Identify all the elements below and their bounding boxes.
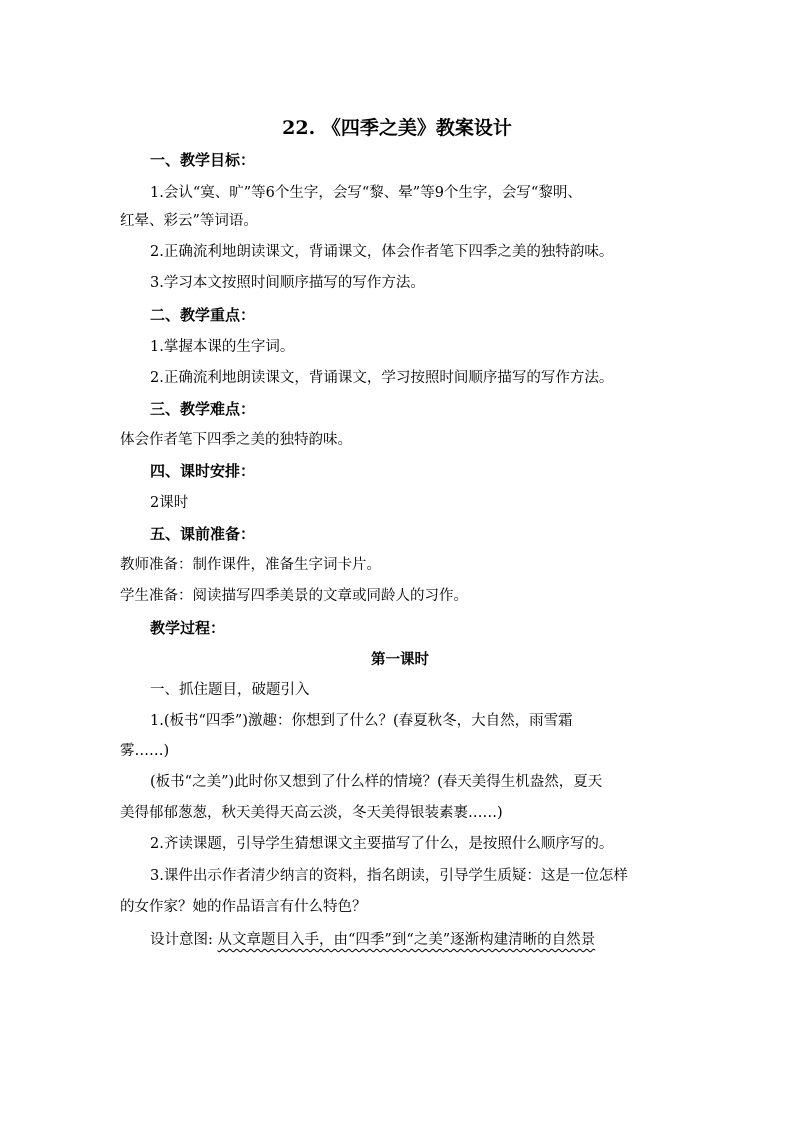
preparation-student: 学生准备：阅读描写四季美景的文章或同龄人的习作。 [120, 588, 468, 604]
design-intent-text: 从文章题目入手，由“四季”到“之美”逐渐构建清晰的自然景 [217, 932, 596, 948]
section-heading-preparation: 五、课前准备： [150, 525, 256, 543]
preparation-teacher: 教师准备：制作课件，准备生字词卡片。 [120, 557, 381, 573]
lesson1-line-2: 雾……) [120, 743, 170, 759]
process-heading: 教学过程： [150, 619, 226, 637]
schedule-1: 2课时 [150, 495, 189, 511]
document-title: 22. 《四季之美》教案设计 [282, 117, 512, 139]
objective-1: 1.会认“寞、旷”等6个生字，会写“黎、晕”等9个生字，会写“黎明、 [150, 185, 582, 201]
lesson1-subheading: 一、抓住题目，破题引入 [150, 682, 310, 698]
lesson1-heading: 第一课时 [371, 651, 429, 668]
key-point-1: 1.掌握本课的生字词。 [150, 339, 295, 355]
difficulty-1: 体会作者笔下四季之美的独特韵味。 [120, 432, 352, 448]
lesson1-line-5: 2.齐读课题，引导学生猜想课文主要描写了什么，是按照什么顺序写的。 [150, 836, 614, 852]
lesson1-line-4: 美得郁郁葱葱，秋天美得天高云淡，冬天美得银装素裹……) [120, 805, 503, 821]
section-heading-objectives: 一、教学目标： [150, 151, 256, 169]
section-heading-difficulties: 三、教学难点： [150, 400, 256, 418]
lesson1-line-1: 1.(板书“四季”)激趣：你想到了什么？(春夏秋冬，大自然，雨雪霜 [150, 713, 573, 729]
objective-3: 3.学习本文按照时间顺序描写的写作方法。 [150, 275, 425, 291]
key-point-2: 2.正确流利地朗读课文，背诵课文，学习按照时间顺序描写的写作方法。 [150, 370, 614, 386]
objective-1-cont: 红晕、彩云”等词语。 [120, 213, 258, 229]
lesson1-line-7: 的女作家？她的作品语言有什么特色？ [120, 899, 367, 915]
lesson1-line-6: 3.课件出示作者清少纳言的资料，指名朗读，引导学生质疑：这是一位怎样 [150, 868, 628, 884]
lesson1-line-3: (板书“之美”)此时你又想到了什么样的情境？(春天美得生机盎然，夏天 [150, 774, 603, 790]
design-intent-line [150, 930, 680, 950]
design-intent-label: 设计意图: [150, 932, 213, 948]
objective-2: 2.正确流利地朗读课文，背诵课文，体会作者笔下四季之美的独特韵味。 [150, 244, 614, 260]
section-heading-key-points: 二、教学重点： [150, 306, 256, 324]
section-heading-schedule: 四、课时安排： [150, 462, 256, 480]
